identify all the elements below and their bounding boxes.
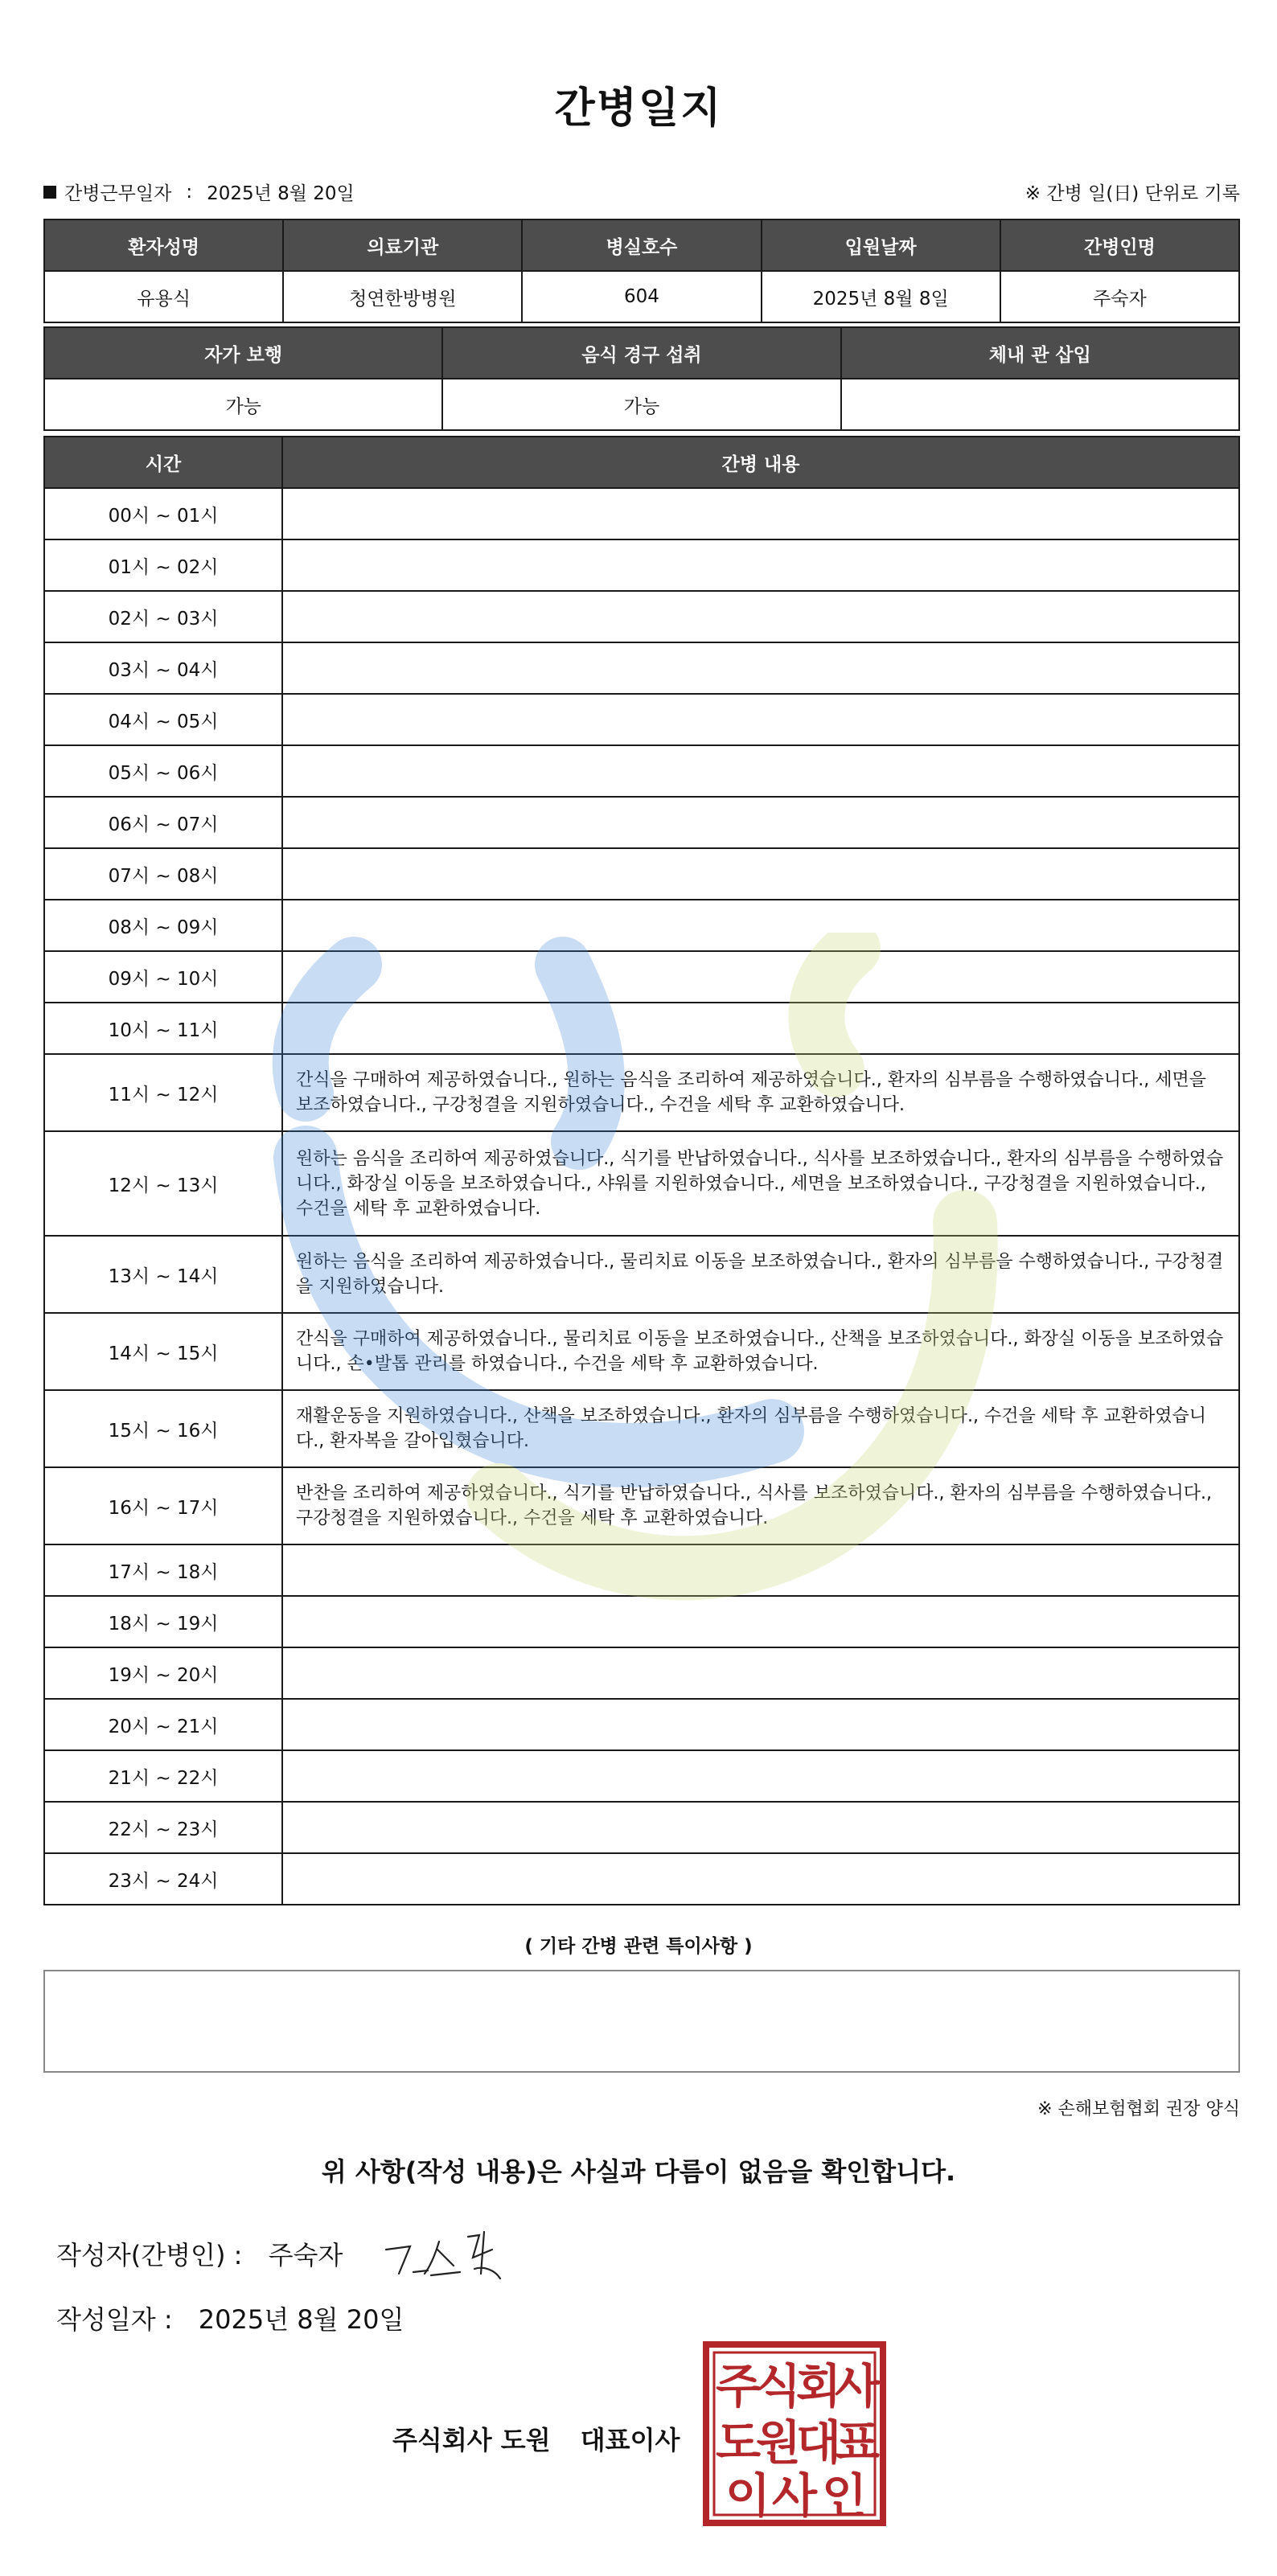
svg-text:원: 원	[755, 2415, 802, 2470]
care-log-row	[44, 642, 1239, 694]
care-log-row	[44, 1596, 1239, 1647]
oral-intake-value: 가능	[442, 379, 840, 430]
time-slot: 21시 ~ 22시	[44, 1750, 282, 1802]
company-title: 대표이사	[580, 2425, 680, 2455]
care-content: 원하는 음식을 조리하여 제공하였습니다., 물리치료 이동을 보조하였습니다., 환자의 심부름을 수행하였습니다., 구강청결을 지원하였습니다.	[282, 1236, 1239, 1313]
care-content	[282, 1647, 1239, 1699]
care-log-rows	[44, 488, 1239, 1905]
time-slot: 09시 ~ 10시	[44, 951, 282, 1003]
header-time: 시간	[44, 437, 282, 488]
time-slot: 16시 ~ 17시	[44, 1467, 282, 1544]
patient-info-table	[43, 219, 1240, 323]
care-content: 간식을 구매하여 제공하였습니다., 원하는 음식을 조리하여 제공하였습니다., 환자의 심부름을 수행하였습니다., 세면을 보조하였습니다., 구강청결을 지원하였습니다., 수건을 세탁 후 교환하였습니다.	[282, 1054, 1239, 1131]
time-slot: 11시 ~ 12시	[44, 1054, 282, 1131]
time-slot: 01시 ~ 02시	[44, 539, 282, 591]
svg-text:도: 도	[715, 2415, 762, 2470]
meta-row	[43, 178, 1240, 207]
care-content	[282, 591, 1239, 642]
care-log-row	[44, 1647, 1239, 1699]
company-line	[392, 2420, 680, 2457]
patient-name: 유용식	[44, 271, 283, 322]
care-content: 재활운동을 지원하였습니다., 산책을 보조하였습니다., 환자의 심부름을 수행하였습니다., 수건을 세탁 후 교환하였습니다., 환자복을 갈아입혔습니다.	[282, 1390, 1239, 1467]
daily-record-note: ※ 간병 일(日) 단위로 기록	[1024, 183, 1240, 204]
time-slot: 22시 ~ 23시	[44, 1802, 282, 1853]
room-number: 604	[522, 271, 761, 322]
self-walking-value: 가능	[44, 379, 442, 430]
time-slot: 07시 ~ 08시	[44, 848, 282, 900]
work-date	[43, 178, 355, 205]
care-content	[282, 1003, 1239, 1054]
recommended-form-note: ※ 손해보험협회 권장 양식	[1037, 2099, 1240, 2119]
time-slot: 19시 ~ 20시	[44, 1647, 282, 1699]
work-date-value: 2025년 8월 20일	[207, 183, 355, 204]
time-slot: 12시 ~ 13시	[44, 1131, 282, 1236]
header-hospital: 의료기관	[283, 219, 522, 271]
care-log-row	[44, 1313, 1239, 1390]
time-slot: 23시 ~ 24시	[44, 1853, 282, 1905]
care-log-row	[44, 900, 1239, 951]
care-log-row	[44, 848, 1239, 900]
care-content: 반찬을 조리하여 제공하였습니다., 식기를 반납하였습니다., 식사를 보조하였습니다., 환자의 심부름을 수행하였습니다., 구강청결을 지원하였습니다., 수건을 세탁 후 교환하였습니다.	[282, 1467, 1239, 1544]
care-log-row	[44, 745, 1239, 797]
care-log-row	[44, 1236, 1239, 1313]
time-slot: 13시 ~ 14시	[44, 1236, 282, 1313]
time-slot: 20시 ~ 21시	[44, 1699, 282, 1750]
care-content: 간식을 구매하여 제공하였습니다., 물리치료 이동을 보조하였습니다., 산책을 보조하였습니다., 화장실 이동을 보조하였습니다., 손•발톱 관리를 하였습니다., 수건을 세탁 후 교환하였습니다.	[282, 1313, 1239, 1390]
author-label: 작성자(간병인) :	[56, 2240, 243, 2270]
time-slot: 18시 ~ 19시	[44, 1596, 282, 1647]
header-tube-insertion: 체내 관 삽입	[841, 327, 1239, 379]
care-content	[282, 848, 1239, 900]
care-log-table	[43, 436, 1240, 1905]
time-slot: 14시 ~ 15시	[44, 1313, 282, 1390]
svg-text:대: 대	[795, 2415, 842, 2470]
time-slot: 04시 ~ 05시	[44, 694, 282, 745]
caregiver-name: 주숙자	[1000, 271, 1239, 322]
care-log-row	[44, 1003, 1239, 1054]
patient-info-header-row	[44, 219, 1239, 271]
time-slot: 17시 ~ 18시	[44, 1544, 282, 1596]
svg-text:사: 사	[834, 2359, 881, 2414]
care-log-row	[44, 1853, 1239, 1905]
care-content	[282, 951, 1239, 1003]
time-slot: 10시 ~ 11시	[44, 1003, 282, 1054]
time-slot: 00시 ~ 01시	[44, 488, 282, 539]
care-content	[282, 694, 1239, 745]
admission-date: 2025년 8월 8일	[762, 271, 1000, 322]
patient-status-table	[43, 326, 1240, 431]
header-room: 병실호수	[522, 219, 761, 271]
svg-text:회: 회	[795, 2359, 842, 2414]
handwritten-signature	[378, 2225, 523, 2290]
care-log-row	[44, 951, 1239, 1003]
author-line	[56, 2235, 343, 2272]
special-notes-label: ( 기타 간병 관련 특이사항 )	[524, 1936, 753, 1957]
svg-text:주: 주	[715, 2359, 762, 2414]
date-value: 2025년 8월 20일	[198, 2304, 404, 2335]
time-slot: 06시 ~ 07시	[44, 797, 282, 848]
care-content	[282, 1544, 1239, 1596]
care-log-row	[44, 694, 1239, 745]
company-name: 주식회사 도원	[392, 2425, 551, 2455]
time-slot: 03시 ~ 04시	[44, 642, 282, 694]
special-notes-box	[43, 1970, 1240, 2073]
time-slot: 02시 ~ 03시	[44, 591, 282, 642]
header-care-content: 간병 내용	[282, 437, 1239, 488]
hospital-name: 청연한방병원	[283, 271, 522, 322]
svg-text:사: 사	[771, 2468, 818, 2523]
date-label: 작성일자 :	[56, 2304, 173, 2335]
care-content	[282, 1699, 1239, 1750]
svg-text:식: 식	[755, 2359, 802, 2414]
author-name: 주숙자	[268, 2240, 343, 2270]
time-slot: 08시 ~ 09시	[44, 900, 282, 951]
page-title: 간병일지	[554, 84, 723, 133]
date-line	[56, 2299, 404, 2336]
patient-info-value-row	[44, 271, 1239, 322]
care-content	[282, 488, 1239, 539]
time-slot: 05시 ~ 06시	[44, 745, 282, 797]
care-content	[282, 1853, 1239, 1905]
confirmation-statement: 위 사항(작성 내용)은 사실과 다름이 없음을 확인합니다.	[321, 2156, 956, 2187]
care-log-row	[44, 1750, 1239, 1802]
time-slot: 15시 ~ 16시	[44, 1390, 282, 1467]
care-log-row	[44, 1467, 1239, 1544]
header-admission-date: 입원날짜	[762, 219, 1000, 271]
svg-text:표: 표	[834, 2415, 881, 2470]
care-log-row	[44, 1802, 1239, 1853]
header-oral-intake: 음식 경구 섭취	[442, 327, 840, 379]
square-bullet-icon	[43, 186, 56, 199]
company-seal-stamp	[703, 2341, 886, 2526]
work-date-label: 간병근무일자	[64, 183, 172, 204]
header-patient-name: 환자성명	[44, 219, 283, 271]
care-content	[282, 539, 1239, 591]
care-log-row	[44, 1054, 1239, 1131]
status-header-row	[44, 327, 1239, 379]
status-value-row	[44, 379, 1239, 430]
svg-text:인: 인	[821, 2468, 868, 2523]
care-log-row	[44, 1131, 1239, 1236]
svg-text:이: 이	[725, 2468, 771, 2523]
care-log-row	[44, 591, 1239, 642]
care-log-row	[44, 1544, 1239, 1596]
work-date-separator: :	[186, 181, 193, 203]
care-content	[282, 1802, 1239, 1853]
care-log-row	[44, 1390, 1239, 1467]
care-content	[282, 1750, 1239, 1802]
care-log-row	[44, 488, 1239, 539]
tube-insertion-value	[841, 379, 1239, 430]
care-content	[282, 642, 1239, 694]
care-log-header-row	[44, 437, 1239, 488]
care-log-row	[44, 539, 1239, 591]
header-self-walking: 자가 보행	[44, 327, 442, 379]
care-log-row	[44, 1699, 1239, 1750]
care-content	[282, 797, 1239, 848]
header-caregiver: 간병인명	[1000, 219, 1239, 271]
care-content	[282, 900, 1239, 951]
care-content	[282, 745, 1239, 797]
care-content: 원하는 음식을 조리하여 제공하였습니다., 식기를 반납하였습니다., 식사를 보조하였습니다., 환자의 심부름을 수행하였습니다., 화장실 이동을 보조하였습니다., 샤워를 지원하였습니다., 세면을 보조하였습니다., 구강청결을 지원하였습니다., 수건을 세탁 후 교환하였습니다.	[282, 1131, 1239, 1236]
care-content	[282, 1596, 1239, 1647]
care-log-row	[44, 797, 1239, 848]
